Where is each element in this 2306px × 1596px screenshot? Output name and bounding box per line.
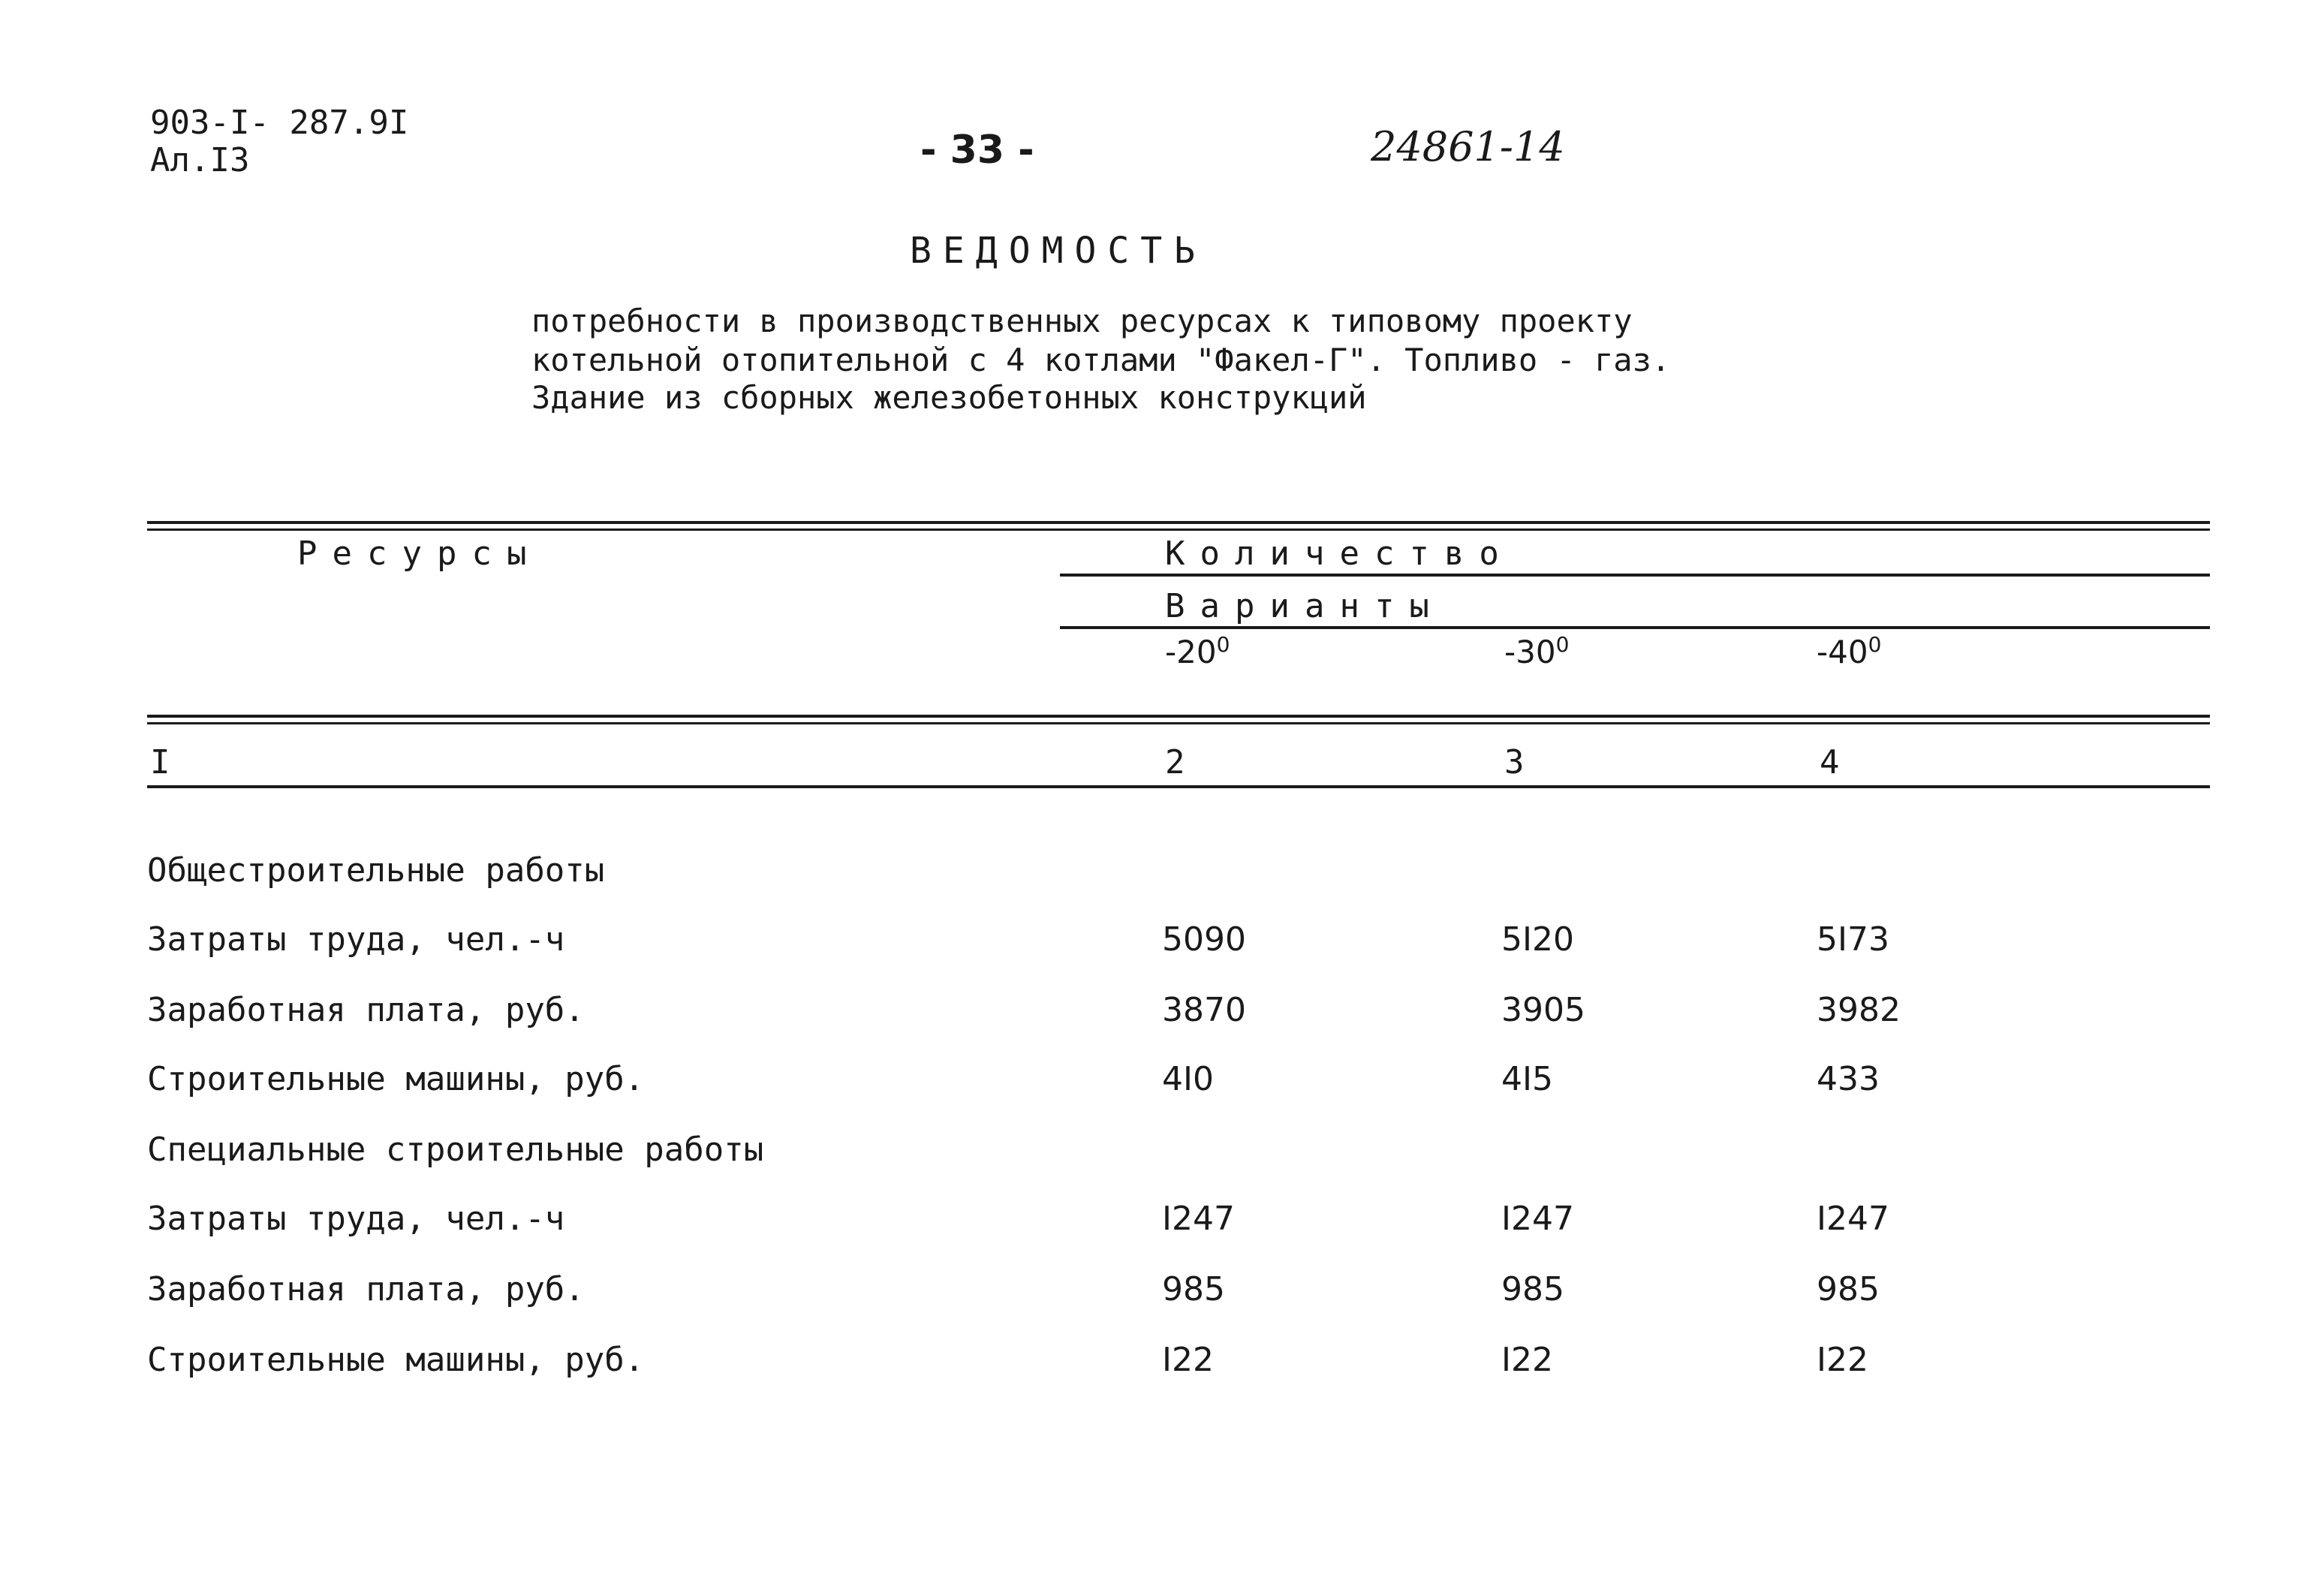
row-value: 3982: [1817, 991, 1901, 1029]
row-value: I247: [1162, 1200, 1235, 1238]
row-value: 5I73: [1817, 920, 1889, 959]
row-value: 3870: [1162, 991, 1246, 1029]
section-heading: Специальные строительные работы: [147, 1131, 764, 1169]
row-value: 4I5: [1501, 1060, 1553, 1098]
handwritten-number: 24861-14: [1371, 123, 1565, 170]
column-number: 4: [1820, 743, 1840, 781]
row-value: I22: [1501, 1341, 1553, 1379]
variants-rule: [1060, 626, 2210, 629]
table-top-rule: [147, 521, 2210, 524]
column-header-variants: Варианты: [1165, 587, 1444, 625]
row-label: Строительные машины, руб.: [147, 1341, 645, 1379]
row-value: 985: [1501, 1270, 1564, 1308]
variant-header: $-30^0$: [1504, 632, 1570, 670]
column-number: I: [150, 743, 170, 781]
row-value: I247: [1817, 1200, 1889, 1238]
sheet-number: Ал.I3: [150, 141, 250, 179]
row-value: 433: [1817, 1060, 1880, 1098]
header-bottom-rule: [147, 715, 2210, 718]
row-value: 5I20: [1501, 920, 1574, 959]
row-value: I22: [1162, 1341, 1214, 1379]
table-top-rule-inner: [147, 528, 2210, 531]
subtitle-line: котельной отопительной с 4 котлами "Факел-Г". Топливо - газ.: [531, 342, 1671, 378]
variant-header: $-20^0$: [1165, 632, 1230, 670]
column-numbers-rule: [147, 785, 2210, 788]
row-value: 4I0: [1162, 1060, 1214, 1098]
variant-header: $-40^0$: [1817, 632, 1882, 670]
row-value: 985: [1817, 1270, 1880, 1308]
row-label: Затраты труда, чел.-ч: [147, 920, 565, 959]
column-number: 2: [1165, 743, 1185, 781]
subtitle-line: потребности в производственных ресурсах к типовому проекту: [531, 303, 1633, 339]
section-heading: Общестроительные работы: [147, 851, 605, 890]
document-code: 903-I- 287.9I: [150, 104, 409, 142]
row-label: Затраты труда, чел.-ч: [147, 1200, 565, 1238]
column-header-resources: Ресурсы: [297, 535, 542, 573]
row-label: Заработная плата, руб.: [147, 991, 585, 1029]
row-label: Строительные машины, руб.: [147, 1060, 645, 1098]
row-value: I22: [1817, 1341, 1868, 1379]
row-label: Заработная плата, руб.: [147, 1270, 585, 1308]
page-number: - 33 -: [920, 128, 1034, 173]
row-value: I247: [1501, 1200, 1574, 1238]
quantity-rule: [1060, 574, 2210, 577]
document-title: ВЕДОМОСТЬ: [910, 230, 1207, 272]
row-value: 985: [1162, 1270, 1225, 1308]
column-number: 3: [1504, 743, 1525, 781]
row-value: 3905: [1501, 991, 1585, 1029]
subtitle-line: Здание из сборных железобетонных конструкций: [531, 379, 1367, 416]
header-bottom-rule-inner: [147, 722, 2210, 724]
column-header-quantity: Количество: [1165, 535, 1514, 573]
row-value: 5090: [1162, 920, 1246, 959]
